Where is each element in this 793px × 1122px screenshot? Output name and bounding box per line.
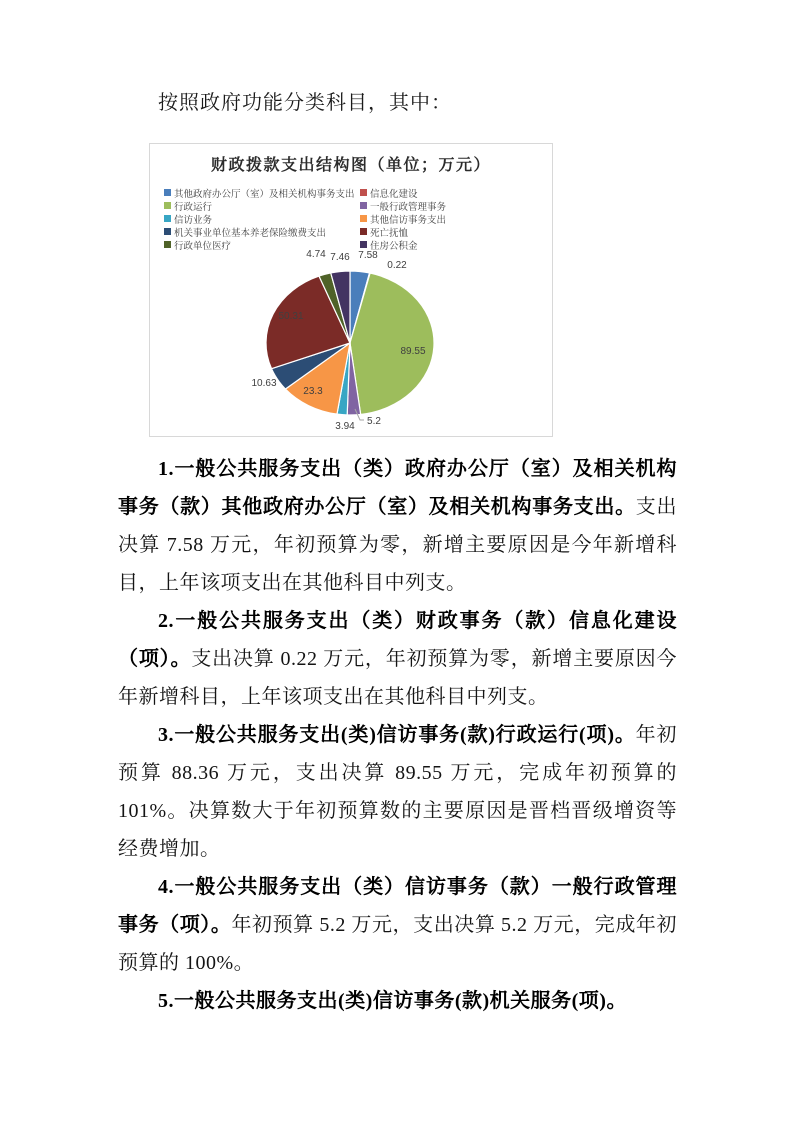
bold-run: 3.一般公共服务支出(类)信访事务(款)行政运行(项)。 <box>158 724 636 746</box>
bold-run: 1.一般公共服务支出（类）政府办公厅（室）及相关机构事务（款）其他政府办公厅（室）及相关机构事务支出。 <box>118 458 677 518</box>
legend-label: 行政单位医疗 <box>174 242 232 252</box>
section-heading: 按照政府功能分类科目，其中： <box>158 92 452 114</box>
body-paragraph <box>118 868 677 982</box>
text-run: 支出决算 7.58 万元，年初预算为零，新增主要原因是今年新增科目，上年该项支出在其他科目中列支。 <box>118 496 678 594</box>
legend-label: 机关事业单位基本养老保险缴费支出 <box>174 229 327 239</box>
body-text <box>118 450 677 1020</box>
body-paragraph <box>118 602 677 716</box>
text-run: 支出决算 0.22 万元，年初预算为零，新增主要原因今年新增科目，上年该项支出在其他科目中列支。 <box>118 648 678 708</box>
pie-data-label: 4.74 <box>306 249 326 260</box>
legend-label: 死亡抚恤 <box>370 229 409 239</box>
legend-label: 其他信访事务支出 <box>370 216 447 226</box>
pie-data-label: 7.58 <box>358 250 378 261</box>
body-paragraph <box>118 450 677 602</box>
bold-run: 4.一般公共服务支出（类）信访事务（款）一般行政管理事务（项）。 <box>118 876 677 936</box>
body-paragraph <box>118 716 677 868</box>
legend-label: 行政运行 <box>174 203 213 213</box>
pie-data-label: 50.31 <box>278 311 304 322</box>
pie-data-label: 0.22 <box>387 260 407 271</box>
text-run: 年初预算 5.2 万元，支出决算 5.2 万元，完成年初预算的 100%。 <box>118 914 678 974</box>
legend-label: 住房公积金 <box>370 242 418 252</box>
pie-data-label: 3.94 <box>335 421 355 432</box>
legend-label: 信访业务 <box>174 216 213 226</box>
pie-data-label: 7.46 <box>330 252 350 263</box>
text-run: 年初预算 88.36 万元，支出决算 89.55 万元，完成年初预算的 101%。决算数大于年初预算数的主要原因是晋档晋级增资等经费增加。 <box>118 724 677 860</box>
body-paragraph <box>118 982 677 1020</box>
pie-chart <box>150 144 552 436</box>
chart-panel <box>149 143 553 437</box>
bold-run: 5.一般公共服务支出(类)信访事务(款)机关服务(项)。 <box>158 990 627 1012</box>
legend-label: 其他政府办公厅（室）及相关机构事务支出 <box>174 190 355 200</box>
pie-data-label: 10.63 <box>251 378 277 389</box>
pie-data-label: 5.2 <box>367 416 381 427</box>
pie-data-label: 23.3 <box>303 386 323 397</box>
legend-label: 一般行政管理事务 <box>370 203 447 213</box>
legend-label: 信息化建设 <box>370 190 418 200</box>
pie-data-label: 89.55 <box>400 346 426 357</box>
bold-run: 2.一般公共服务支出（类）财政事务（款）信息化建设（项）。 <box>118 610 677 670</box>
chart-title: 财政拨款支出结构图（单位；万元） <box>210 157 491 174</box>
